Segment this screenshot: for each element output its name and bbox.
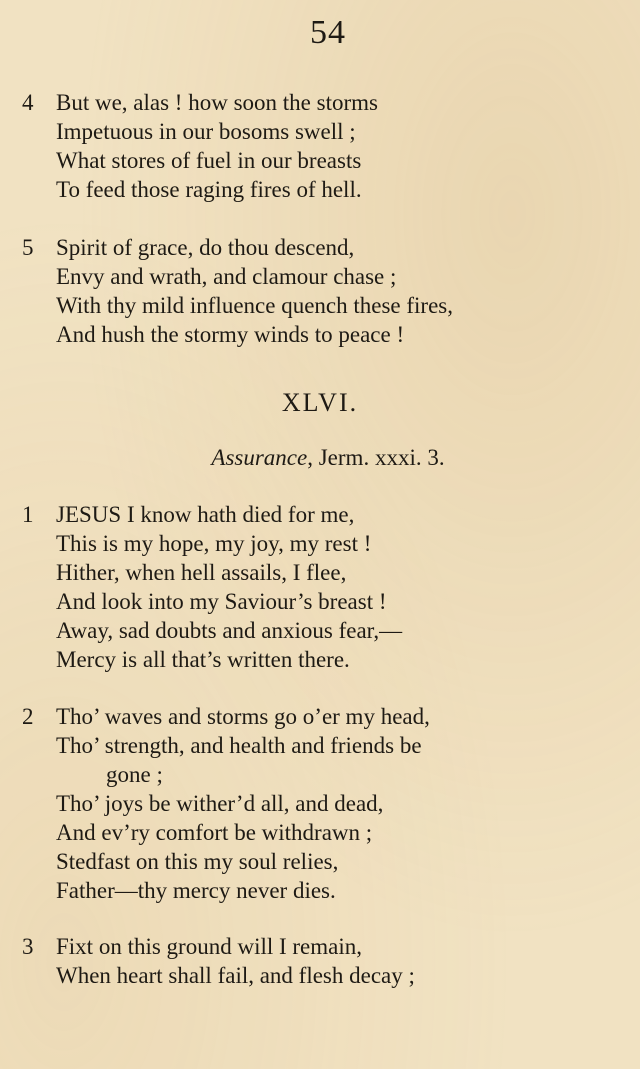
hymn-subtitle	[0, 445, 640, 471]
stanza-5	[22, 233, 632, 349]
stanza-number: 3	[22, 934, 34, 959]
stanza-line: 4 But we, alas ! how soon the storms	[22, 90, 378, 115]
stanza-line: Father—thy mercy never dies.	[56, 878, 336, 903]
stanza-line: Hither, when hell assails, I flee,	[56, 560, 347, 585]
stanza-line: And ev’ry comfort be withdrawn ;	[56, 820, 373, 845]
stanza-line: Envy and wrath, and clamour chase ;	[56, 264, 397, 289]
stanza-line: 2 Tho’ waves and storms go o’er my head,	[22, 704, 430, 729]
subtitle-reference: , Jerm. xxxi. 3.	[307, 445, 445, 470]
hymn-number: XLVI.	[281, 388, 359, 417]
stanza-number: 2	[22, 704, 34, 729]
stanza-line: This is my hope, my joy, my rest !	[56, 531, 372, 556]
stanza-line: Mercy is all that’s written there.	[56, 647, 350, 672]
stanza-line: Tho’ joys be wither’d all, and dead,	[56, 791, 384, 816]
stanza-4	[22, 88, 632, 204]
stanza-line: 3 Fixt on this ground will I remain,	[22, 934, 363, 959]
stanza-line: What stores of fuel in our breasts	[56, 148, 362, 173]
stanza-line: Tho’ strength, and health and friends be	[56, 733, 422, 758]
stanza-line: 5 Spirit of grace, do thou descend,	[22, 235, 355, 260]
stanza-line: Stedfast on this my soul relies,	[56, 849, 339, 874]
subtitle-theme: Assurance	[211, 445, 308, 470]
stanza-line: When heart shall fail, and flesh decay ;	[56, 963, 415, 988]
hymn-stanza-3	[22, 932, 632, 990]
stanza-number: 5	[22, 235, 34, 260]
stanza-number: 4	[22, 90, 34, 115]
stanza-line: 1 JESUS I know hath died for me,	[22, 502, 355, 527]
stanza-line: Away, sad doubts and anxious fear,—	[56, 618, 403, 643]
stanza-line: And hush the stormy winds to peace !	[56, 322, 405, 347]
hymn-stanza-2	[22, 702, 632, 905]
stanza-line: With thy mild influence quench these fires,	[56, 293, 453, 318]
stanza-line: Impetuous in our bosoms swell ;	[56, 119, 356, 144]
hymn-stanza-1	[22, 500, 632, 674]
page-number: 54	[310, 14, 346, 51]
stanza-line: And look into my Saviour’s breast !	[56, 589, 387, 614]
stanza-line: To feed those raging fires of hell.	[56, 177, 362, 202]
stanza-line: gone ;	[106, 762, 163, 787]
stanza-number: 1	[22, 502, 34, 527]
